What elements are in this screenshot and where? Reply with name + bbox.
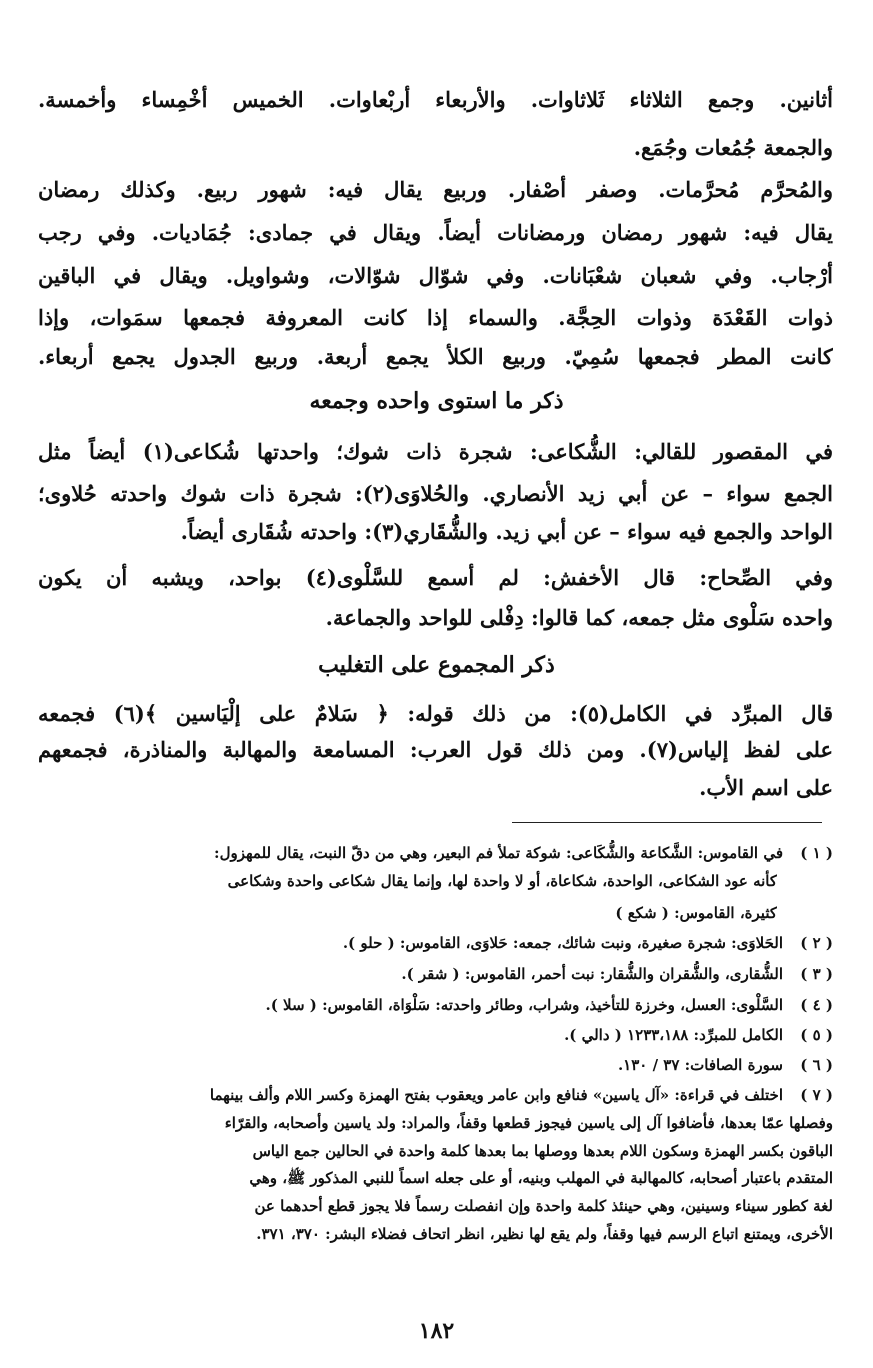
footnote-line: لغة كطور سيناء وسينين، وهي حينئذ كلمة واحدة وإن انفصلت رسماً فلا يجوز قطع أحدهما عن: [254, 1197, 833, 1215]
footnote-number: ( ٢ ): [800, 934, 833, 952]
footnote-line: [38, 930, 833, 957]
body-line: في المقصور للقالي: الشُّكاعى: شجرة ذات شوك؛ واحدتها شُكاعى(١) أيضاً مثل: [38, 439, 833, 464]
section-heading: ذكر المجموع على التغليب: [318, 652, 555, 678]
footnote-text: السَّلْوى: العسل، وخرزة للتأخيذ، وشراب، وطائر واحدته: سَلْوَاة، القاموس: ( سلا ).: [265, 996, 783, 1014]
footnote-text: في القاموس: الشَّكاعة والشُّكَاعى: شوكة تملأ فم البعير، وهي من دقّ النبت، يقال للمهزول:: [214, 844, 783, 862]
footnote-line: كثيرة، القاموس: ( شكع ): [615, 904, 777, 922]
footnote-line: [38, 992, 833, 1019]
body-line: الواحد والجمع فيه سواء – عن أبي زيد. والشُّقَاري(٣): واحدته شُقَارى أيضاً.: [180, 519, 833, 544]
footnote-text: سورة الصافات: ٣٧ / ١٣٠.: [617, 1056, 783, 1074]
footnote-number: ( ١ ): [800, 844, 833, 862]
body-line: واحده سَلْوى مثل جمعه، كما قالوا: دِفْلى للواحد والجماعة.: [325, 605, 833, 630]
footnote-line: [38, 840, 833, 867]
page-number: ١٨٢: [418, 1318, 455, 1344]
body-line: الجمع سواء – عن أبي زيد الأنصاري. والحُلاوَى(٢): شجرة ذات شوك واحدته حُلاوى؛: [38, 481, 833, 506]
section-heading: ذكر ما استوى واحده وجمعه: [309, 388, 564, 414]
footnote-line: [38, 1022, 833, 1049]
body-line: ذوات القَعْدَة وذوات الحِجَّة. والسماء إذا كانت المعروفة فجمعها سمَوات، وإذا: [38, 305, 833, 330]
footnote-text: اختلف في قراءة: «آل ياسين» فنافع وابن عامر ويعقوب بفتح الهمزة وكسر اللام وألف بينهما: [209, 1086, 783, 1104]
body-line: قال المبرِّد في الكامل(٥): من ذلك قوله: ﴿ سَلامٌ على إلْيَاسين ﴾(٦) فجمعه: [38, 701, 833, 726]
footnote-line: [38, 961, 833, 988]
body-line: وفي الصِّحاح: قال الأخفش: لم أسمع للسَّلْوى(٤) بواحد، ويشبه أن يكون: [38, 565, 833, 590]
body-line: يقال فيه: شهور رمضان ورمضانات أيضاً. ويقال في جمادى: جُمَاديات. وفي رجب: [38, 220, 833, 245]
footnote-number: ( ٦ ): [800, 1056, 833, 1074]
footnote-line: [38, 1082, 833, 1109]
footnote-text: الشُّقارى، والشُّقران والشُّقار: نبت أحمر، القاموس: ( شقر ).: [401, 965, 783, 983]
footnote-number: ( ٧ ): [800, 1086, 833, 1104]
footnote-line: المتقدم باعتبار أصحابه، كالمهالبة في المهلب وبنيه، أو على جعله اسماً للنبي المذكور ﷺ، وهي: [249, 1169, 833, 1187]
footnote-line: الباقون بكسر الهمزة وسكون اللام بعدها ووصلها بما بعدها كلمة واحدة في الحالين جمع الياس: [252, 1142, 833, 1160]
footnote-line: [38, 1052, 833, 1079]
body-line: والمُحرَّم مُحرَّمات. وصفر أصْفار. وربيع يقال فيه: شهور ربيع. وكذلك رمضان: [38, 177, 833, 202]
footnote-number: ( ٣ ): [800, 965, 833, 983]
body-line: والجمعة جُمُعات وجُمَع.: [633, 135, 833, 160]
footnote-text: الحَلاوَى: شجرة صغيرة، ونبت شائك، جمعه: حَلاوَى، القاموس: ( حلو ).: [342, 934, 783, 952]
footnote-number: ( ٤ ): [800, 996, 833, 1014]
footnote-line: كأنه عود الشكاعى، الواحدة، شكاعاة، أو لا واحدة لها، وإنما يقال شكاعى واحدة وشكاعى: [227, 872, 777, 890]
footnote-number: ( ٥ ): [800, 1026, 833, 1044]
footnote-line: الأخرى، ويمتنع اتباع الرسم فيها وقفاً، ولم يقع لها نظير، انظر اتحاف فضلاء البشر: ٣٧٠، ٣٧١.: [256, 1225, 833, 1243]
footnote-text: الكامل للمبرِّد: ١٢٣٣،١٨٨ ( دالي ).: [564, 1026, 783, 1044]
footnote-separator: [512, 822, 822, 823]
body-line: على لفظ إلياس(٧). ومن ذلك قول العرب: المسامعة والمهالبة والمناذرة، فجمعهم: [38, 737, 833, 762]
footnote-line: وفصلها عمّا بعدها، فأضافوا آل إلى ياسين فيجوز قطعها وقفاً، والمراد: ولد ياسين وأصحابه، والقرّاء: [224, 1114, 833, 1132]
body-line: أرْجاب. وفي شعبان شعْبَانات. وفي شوّال شوّالات، وشواويل. ويقال في الباقين: [38, 263, 833, 288]
body-line: كانت المطر فجمعها سُمِيّ. وربيع الكلأ يجمع أربعة. وربيع الجدول يجمع أربعاء.: [38, 344, 833, 369]
body-line: أثانين. وجمع الثلاثاء ثَلاثاوات. والأربعاء أربْعاوات. الخميس أخْمِساء وأخمسة.: [38, 87, 833, 112]
body-line: على اسم الأب.: [699, 775, 833, 800]
